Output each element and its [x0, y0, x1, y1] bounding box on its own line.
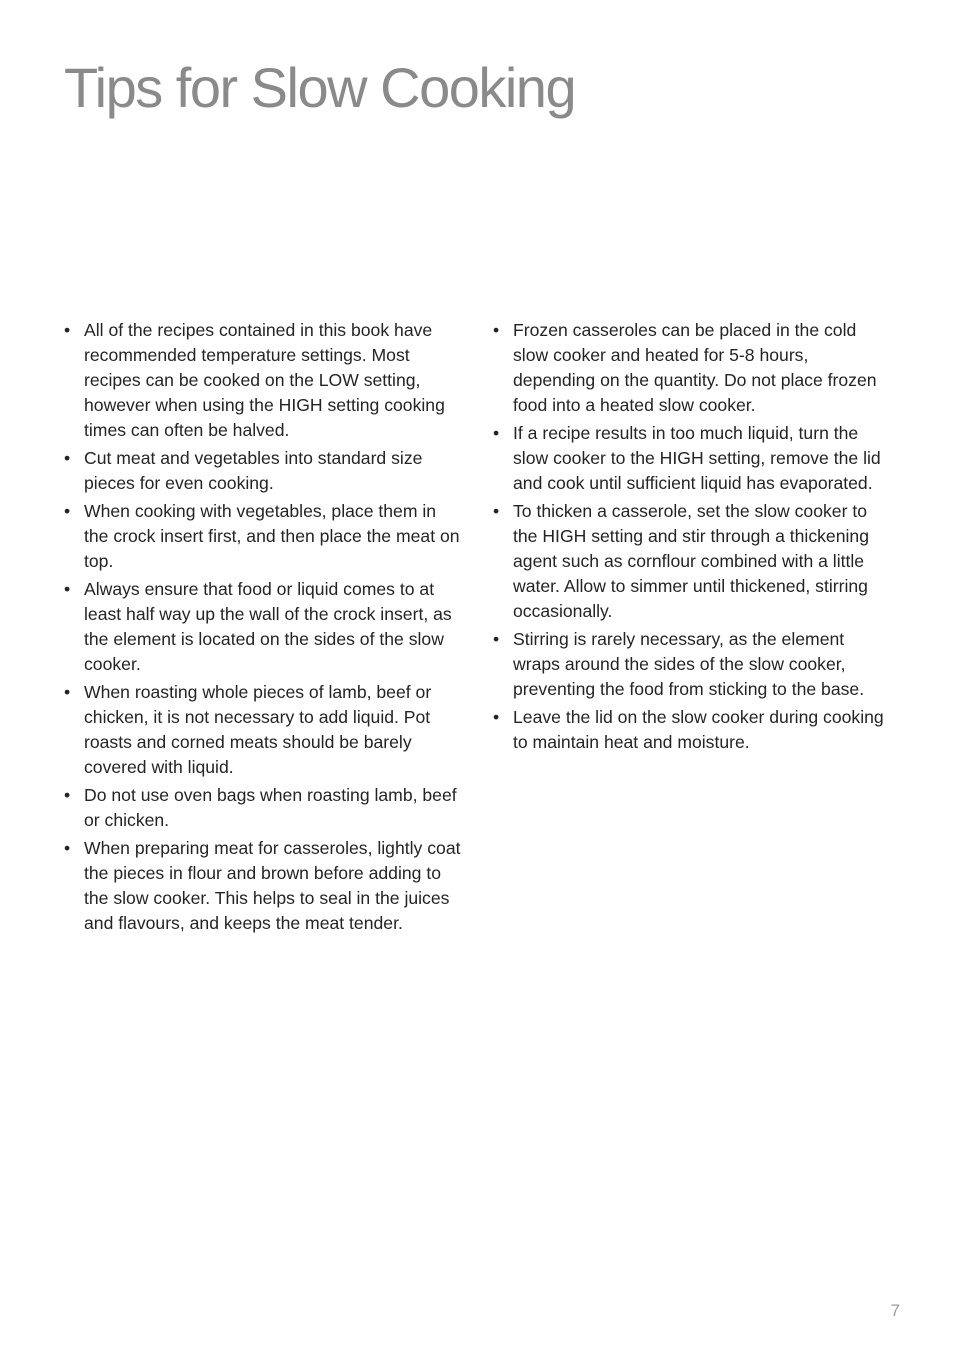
- bullet-icon: •: [64, 320, 71, 340]
- tip-text: Stirring is rarely necessary, as the element wraps around the sides of the slow cooker, preventing the food from sticking to the base.: [513, 629, 865, 699]
- bullet-icon: •: [493, 501, 500, 521]
- bullet-icon: •: [64, 785, 71, 805]
- list-item: [493, 499, 893, 624]
- bullet-icon: •: [493, 629, 500, 649]
- tips-list-right: [493, 318, 893, 758]
- tip-text: When roasting whole pieces of lamb, beef or chicken, it is not necessary to add liquid. Pot roasts and corned meats should be barely covered with liquid.: [84, 682, 432, 777]
- tip-text: Always ensure that food or liquid comes to at least half way up the wall of the crock insert, as the element is located on the sides of the slow cooker.: [84, 579, 452, 674]
- list-item: [493, 627, 893, 702]
- bullet-icon: •: [493, 423, 500, 443]
- bullet-icon: •: [64, 682, 71, 702]
- list-item: [493, 705, 893, 755]
- page-title: Tips for Slow Cooking: [64, 56, 576, 119]
- list-item: [64, 577, 464, 677]
- list-item: [493, 421, 893, 496]
- tip-text: All of the recipes contained in this book have recommended temperature settings. Most recipes can be cooked on the LOW setting, however when using the HIGH setting cooking times can often be halved.: [84, 320, 445, 440]
- bullet-icon: •: [64, 448, 71, 468]
- page-number: 7: [890, 1301, 900, 1320]
- tip-text: When cooking with vegetables, place them in the crock insert first, and then place the meat on top.: [84, 501, 460, 571]
- list-item: [493, 318, 893, 418]
- list-item: [64, 499, 464, 574]
- list-item: [64, 836, 464, 936]
- tip-text: Leave the lid on the slow cooker during cooking to maintain heat and moisture.: [513, 707, 884, 752]
- tip-text: If a recipe results in too much liquid, turn the slow cooker to the HIGH setting, remove the lid and cook until sufficient liquid has evaporated.: [513, 423, 881, 493]
- bullet-icon: •: [64, 579, 71, 599]
- tip-text: Frozen casseroles can be placed in the cold slow cooker and heated for 5-8 hours, depending on the quantity. Do not place frozen food into a heated slow cooker.: [513, 320, 877, 415]
- tip-text: To thicken a casserole, set the slow cooker to the HIGH setting and stir through a thickening agent such as cornflour combined with a little water. Allow to simmer until thickened, stirring occasionally.: [513, 501, 869, 621]
- list-item: [64, 318, 464, 443]
- tips-list-left: [64, 318, 464, 939]
- tip-text: Do not use oven bags when roasting lamb, beef or chicken.: [84, 785, 457, 830]
- tip-text: When preparing meat for casseroles, lightly coat the pieces in flour and brown before adding to the slow cooker. This helps to seal in the juices and flavours, and keeps the meat tender.: [84, 838, 461, 933]
- bullet-icon: •: [64, 838, 71, 858]
- list-item: [64, 446, 464, 496]
- bullet-icon: •: [493, 707, 500, 727]
- bullet-icon: •: [64, 501, 71, 521]
- tip-text: Cut meat and vegetables into standard size pieces for even cooking.: [84, 448, 423, 493]
- list-item: [64, 783, 464, 833]
- bullet-icon: •: [493, 320, 500, 340]
- list-item: [64, 680, 464, 780]
